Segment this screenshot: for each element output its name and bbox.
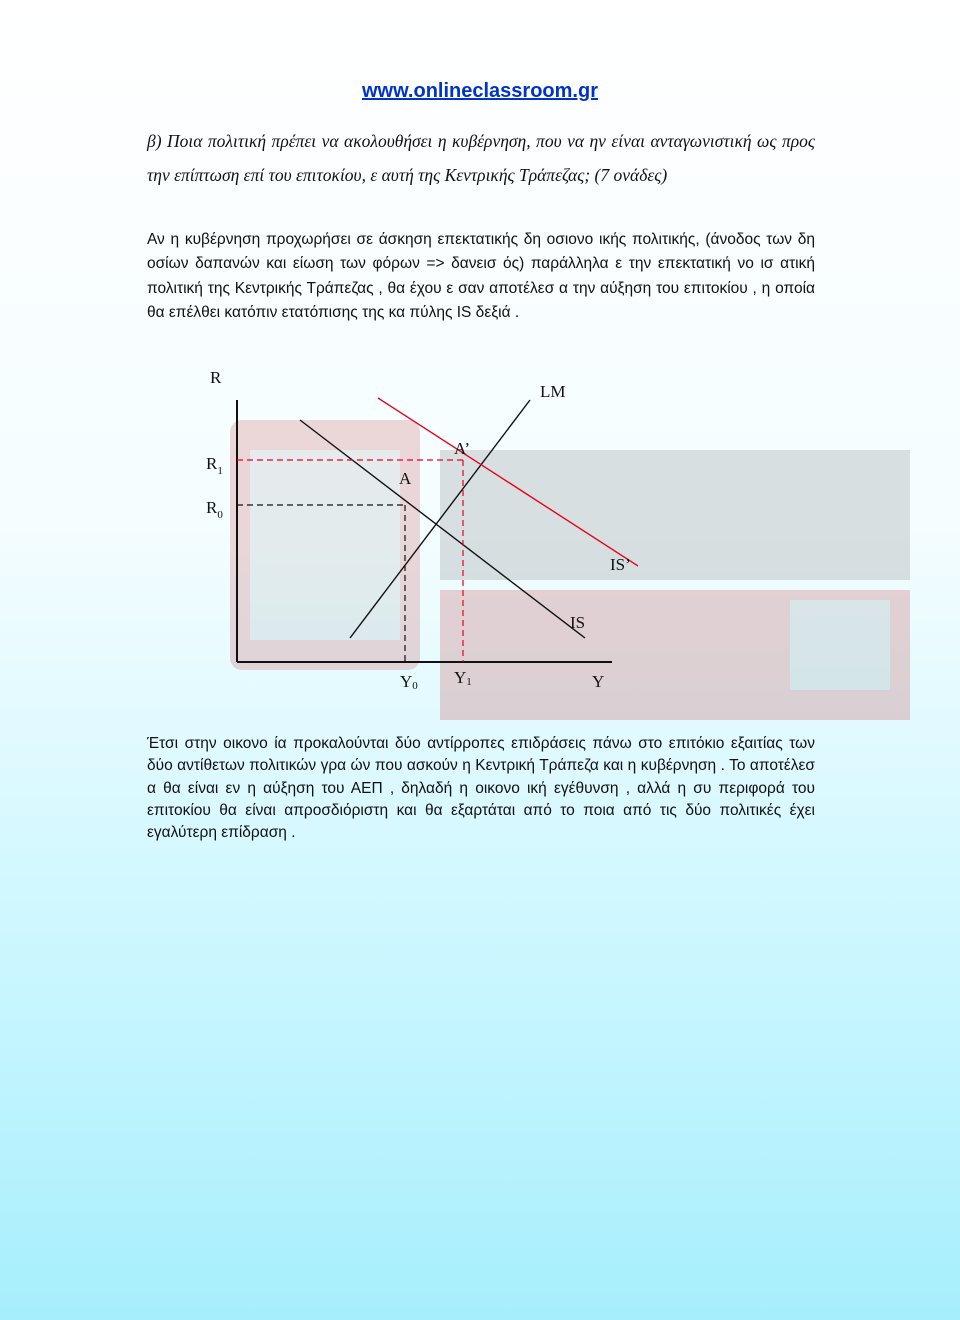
lm-curve <box>350 400 530 638</box>
lm-label: LM <box>540 382 566 401</box>
is-shifted-curve <box>378 398 638 566</box>
r1-label: $R_1$ <box>206 454 223 477</box>
answer-paragraph: Αν η κυβέρνηση προχωρήσει σε άσκηση επεκτατικής δη οσιονο ικής πολιτικής, (άνοδος των δη οσίων δαπανών και είωση των φόρων => δανεισ ός) παράλληλα ε την επεκτατική νο ισ ατική πολιτική της Κεντρικής Τράπεζας , θα έχου ε σαν αποτέλεσ α την αύξηση του επιτοκίου , η οποία θα επέλθει κατόπιν ετατόπισης της κα πύλης IS δεξιά . <box>147 231 815 321</box>
y1-label: Y1 <box>454 668 472 688</box>
is-label: IS <box>570 613 586 632</box>
is-shifted-label: IS’ <box>610 555 631 574</box>
point-a-label: A <box>399 469 412 488</box>
point-a-prime-label: A’ <box>454 439 471 458</box>
y-axis-label: R <box>210 368 222 387</box>
conclusion-paragraph: Έτσι στην οικονο ία προκαλούνται δύο αντίρροπες επιδράσεις πάνω στο επιτόκιο εξαιτίας των δύο αντίθετων πολιτικών γρα ών που ασκούν η Κεντρική Τράπεζα και η κυβέρνηση . Το αποτέλεσ α θα είναι εν η αύξηση του ΑΕΠ , δηλαδή η οικονο ική εγέθυνση , αλλά η συ περιφορά του επιτοκίου θα είναι απροσδιόριστη και θα εξαρτάται από το ποια από τις δύο πολιτικές έχει εγαλύτερη επίδραση . <box>147 735 815 842</box>
question-text: β) Ποια πολιτική πρέπει να ακολουθήσει η κυβέρνηση, που να ην είναι ανταγωνιστική ως προς την επίπτωση επί του επιτοκίου, ε αυτή της Κεντρικής Τράπεζας; (7 ονάδες) <box>147 131 815 185</box>
is-curve <box>300 420 585 638</box>
site-url-link[interactable]: www.onlineclassroom.gr <box>362 80 598 102</box>
is-lm-diagram <box>150 360 670 700</box>
x-axis-label: Y <box>592 672 605 691</box>
y0-label: Y0 <box>400 672 418 692</box>
r0-label: $R_0$ <box>206 498 223 521</box>
